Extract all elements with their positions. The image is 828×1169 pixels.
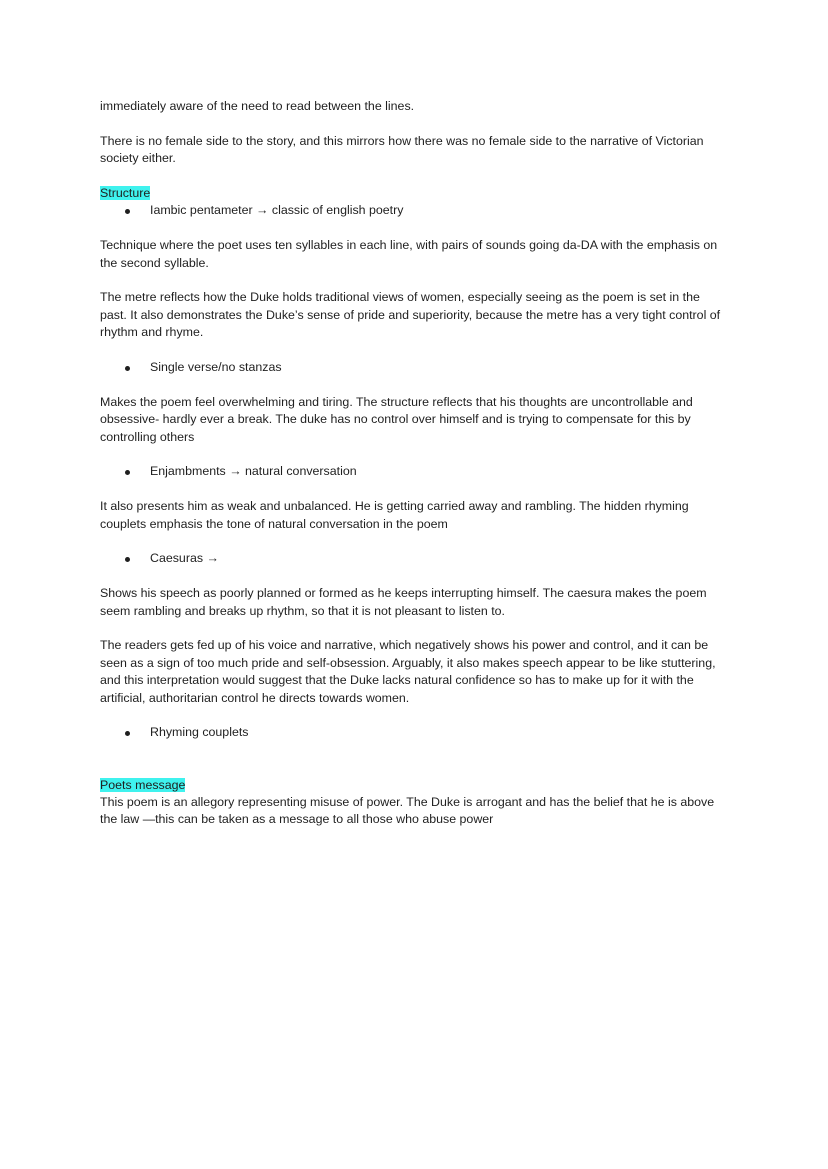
poets-message-heading-text: Poets message <box>100 777 186 792</box>
structure-paragraph-5: Shows his speech as poorly planned or formed as he keeps interrupting himself. The caesura makes the poem seem rambling and breaks up rhythm, so that it is not pleasant to listen to. <box>100 586 707 618</box>
structure-heading <box>100 185 730 202</box>
spacer <box>100 759 730 776</box>
structure-paragraph-4: It also presents him as weak and unbalanced. He is getting carried away and rambling. The hidden rhyming couplets emphasis the tone of natural conversation in the poem <box>100 499 689 531</box>
bullet-caesuras: Caesuras → <box>100 550 730 567</box>
bullet-enjambments: Enjambments → natural conversation <box>100 463 730 480</box>
bullet-single-verse: Single verse/no stanzas <box>100 359 730 376</box>
intro-paragraph-2: There is no female side to the story, and this mirrors how there was no female side to the narrative of Victorian society either. <box>100 133 704 166</box>
bullet-iambic-pentameter: Iambic pentameter → classic of english poetry <box>100 202 730 219</box>
bullet-rhyming-couplets: Rhyming couplets <box>100 724 730 741</box>
structure-paragraph-3: Makes the poem feel overwhelming and tiring. The structure reflects that his thoughts are uncontrollable and obsessive- hardly ever a break. The duke has no control over himself and is trying to compensate for this by controlling others <box>100 394 693 444</box>
structure-paragraph-1: Technique where the poet uses ten syllables in each line, with pairs of sounds going da-DA with the emphasis on the second syllable. <box>100 238 718 270</box>
poets-message-paragraph: This poem is an allegory representing misuse of power. The Duke is arrogant and has the belief that he is above the law —this can be taken as a message to all those who abuse power <box>100 795 715 827</box>
structure-paragraph-6: The readers gets fed up of his voice and narrative, which negatively shows his power and control, and it can be seen as a sign of too much pride and self-obsession. Arguably, it also makes speech appear to be like stuttering, and this interpretation would suggest that the Duke lacks natural confidence so has to make up for it with the artificial, authoritarian control he directs towards women. <box>100 638 716 705</box>
intro-paragraph-1: immediately aware of the need to read between the lines. <box>100 99 415 113</box>
structure-paragraph-2: The metre reflects how the Duke holds traditional views of women, especially seeing as the poem is set in the past. It also demonstrates the Duke’s sense of pride and superiority, because the metre has a very tight control of rhythm and rhyme. <box>100 290 721 340</box>
poets-message-heading <box>100 777 730 794</box>
structure-heading-text: Structure <box>100 186 151 200</box>
document-page <box>100 98 730 846</box>
